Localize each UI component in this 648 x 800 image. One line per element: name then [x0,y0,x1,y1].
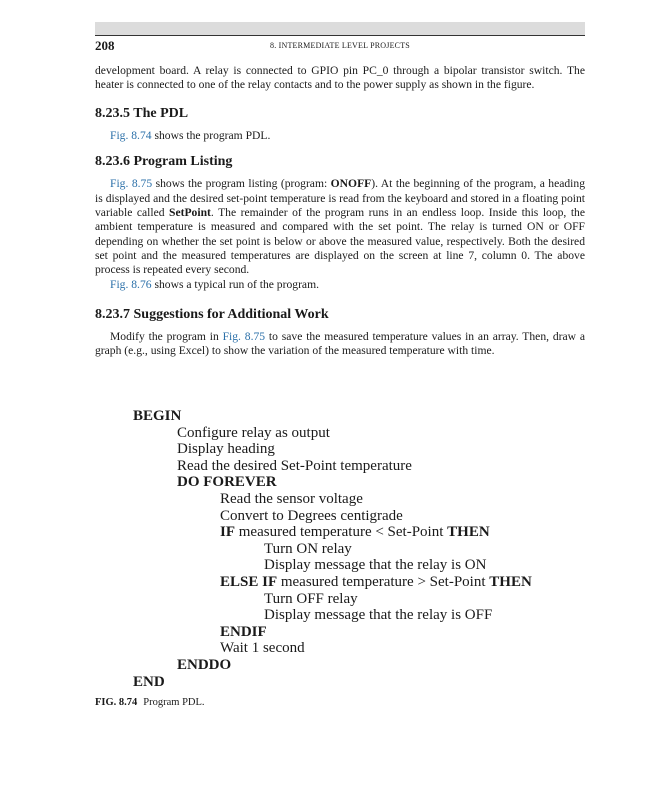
intro-paragraph: development board. A relay is connected to GPIO pin PC_0 through a bipolar transistor switch. The heater is connected to one of the relay contacts and to the power supply as shown in the figure. [95,64,585,92]
suggestions-text-a: Modify the program in [110,330,223,344]
pdl-else-if-line [133,574,532,591]
figure-caption [95,697,205,708]
fig-8-76-link[interactable]: Fig. 8.76 [110,277,152,291]
pdl-if-condition: measured temperature < Set-Point [235,524,448,541]
listing-text-a: shows the program listing (program: [152,177,331,191]
running-head: 8. INTERMEDIATE LEVEL PROJECTS [270,41,410,50]
suggestions-paragraph [95,330,585,359]
heading-suggestions: 8.23.7 Suggestions for Additional Work [95,306,329,322]
listing-paragraph-1 [95,177,585,277]
heading-program-listing: 8.23.6 Program Listing [95,154,233,170]
pdl-read-setpoint: Read the desired Set-Point temperature [177,457,412,474]
pdl-then-keyword: THEN [447,524,490,541]
header-bar [95,22,585,36]
pdl-wait: Wait 1 second [220,640,305,657]
pdl-turn-off: Turn OFF relay [264,590,358,607]
pdl-do-forever: DO FOREVER [177,474,277,491]
figure-caption-text: Program PDL. [143,697,205,708]
fig-8-75-link-2[interactable]: Fig. 8.75 [222,330,266,344]
pdl-paragraph [95,129,585,143]
setpoint-variable: SetPoint [169,206,211,220]
pdl-msg-off: Display message that the relay is OFF [264,607,493,624]
body-text [95,64,585,359]
pdl-else-if-keyword: ELSE IF [220,573,278,590]
figure-label: FIG. 8.74 [95,697,138,708]
pdl-msg-on: Display message that the relay is ON [264,557,487,574]
pdl-enddo: ENDDO [177,656,232,673]
pdl-turn-on: Turn ON relay [264,540,352,557]
suggestions-text-b: to save the measured temperature values in an array. Then, draw a graph (e.g., using Excel) to show the variation of the measured temperature with time. [95,330,585,358]
fig-8-75-link[interactable]: Fig. 8.75 [110,177,153,191]
listing-text-b: ). At the beginning of the program, a heading is displayed and the desired set-point temperature is read from the keyboard and stored in a floating point variable called [95,177,585,220]
program-name: ONOFF [330,177,372,191]
pdl-configure: Configure relay as output [177,424,330,441]
listing-paragraph-2 [95,278,585,292]
pdl-begin: BEGIN [133,408,182,424]
heading-the-pdl: 8.23.5 The PDL [95,105,189,121]
pdl-end: END [133,673,165,690]
pdl-endif: ENDIF [220,623,267,640]
listing-paragraph-2-text: shows a typical run of the program. [151,277,319,291]
fig-8-74-link[interactable]: Fig. 8.74 [110,128,152,142]
pdl-paragraph-text: shows the program PDL. [151,128,271,142]
pdl-then-keyword-2: THEN [489,573,532,590]
pdl-if-line [133,524,532,541]
pdl-else-condition: measured temperature > Set-Point [277,573,490,590]
pdl-convert: Convert to Degrees centigrade [220,507,403,524]
pdl-display-heading: Display heading [177,441,275,458]
page-number: 208 [95,38,115,53]
pdl-read-voltage: Read the sensor voltage [220,490,363,507]
listing-text-c: . The remainder of the program runs in an endless loop. Inside this loop, the ambient temperature is measured and compared with the set point. The relay is turned ON or OFF depending on whether the set point is below or above the measured value, respectively. Both the desired set point and the measured temperatures are displayed on the screen at line 7, column 0. The above process is repeated every second. [95,206,585,277]
program-pdl [133,408,532,690]
pdl-if-keyword: IF [220,524,235,541]
